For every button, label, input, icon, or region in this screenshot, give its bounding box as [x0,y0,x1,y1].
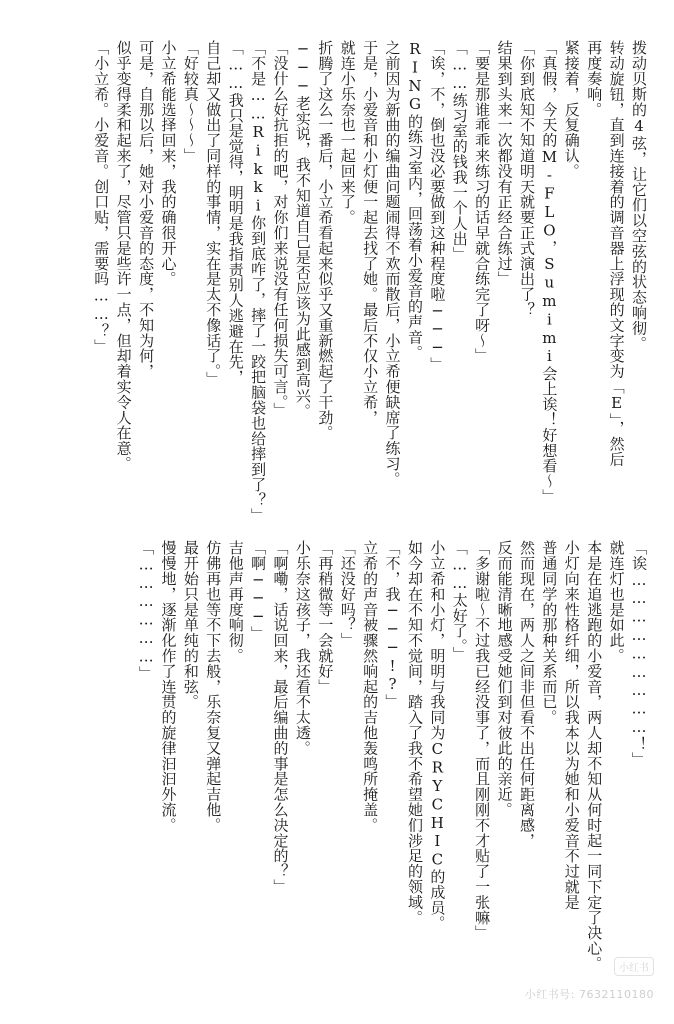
watermark [525,956,654,1002]
text-column: 折腾了这么一番后，小立希看起来似乎又重新燃起了干劲。 [316,40,335,441]
text-column: 「还没好吗？」 [338,540,357,648]
text-column: 「……太好了。」 [450,540,469,662]
text-column: 普通同学的那种关系而已。 [540,540,559,725]
text-column: 「小立希。小爱音。创口贴，需要吗……？」 [92,40,111,354]
text-column: 小灯向来性格纤细，所以我本以为她和小爱音不过就是 [562,540,581,910]
text-column: 「………………」 [137,540,156,682]
text-column: 小立希能选择回来，我的确很开心。 [159,40,178,287]
text-column: 「啊嘞，话说回来，最后编曲的事是怎么决定的？」 [271,540,290,895]
text-column: 紧接着，反复确认。 [562,40,581,179]
text-column: 吉他声再度响彻。 [226,540,245,664]
text-column: 「你到底知不知道明天就要正式演出了？ [517,40,536,318]
text-column: 「啊───」 [249,540,268,642]
text-column: 「诶………………………！」 [630,540,648,768]
text-column: 于是，小爱音和小灯便一起去找了她。最后不仅小立希， [361,40,380,425]
text-column: 小立希和小灯，明明与我同为CRYCHIC的成员。 [428,540,447,931]
text-column: 最开始只是单纯的和弦。 [181,540,200,710]
text-column: 「要是那谁乖乖来练习的话早就合练完了呀～」 [473,40,492,364]
text-column: ───老实说，我不知道自己是否应该为此感到高兴。 [293,40,312,419]
watermark-logo: 小红书 [614,957,654,976]
text-column: 「不是……Rikki你到底咋了，摔了一跤把脑袋也给摔到了？」 [249,40,268,523]
text-column: 慢慢地，逐渐化作了连贯的旋律汩汩外流。 [159,540,178,833]
text-column: 然而现在，两人之间非但看不出任何距离感， [517,540,536,848]
text-column: 「多谢啦～不过我已经没事了，而且刚刚不才贴了一张嘛」 [473,540,492,941]
text-column: 本是在追逃跑的小爱音，两人却不知从何时起一同下定了决心。 [585,540,604,972]
text-column: 似乎变得柔和起来了，尽管只是些许一点，但却着实令人在意。 [114,40,133,472]
text-column: 「……练习室的钱我一个人出」 [450,40,469,262]
watermark-id: 小红书号: 7632110180 [524,988,654,1001]
text-column: 立希的声音被骤然响起的吉他轰鸣所掩盖。 [361,540,380,833]
text-column: 自己却又做出了同样的事情，实在是太不像话了。」 [204,40,223,387]
text-column: RING的练习室内，回荡着小爱音的声音。 [405,40,424,360]
text-column: 「好较真～～～」 [181,40,200,164]
text-column: 转动旋钮，直到连接着的调音器上浮现的文字变为「E」，然后 [607,40,626,467]
text-column: 就连灯也是如此。 [607,540,626,664]
text-column: 小乐奈这孩子，我还看不太透。 [293,540,312,756]
text-column: 再度奏响。 [585,40,604,117]
text-column: 「诶，不，倒也没必要做到这种程度啦───」 [428,40,447,373]
top-text-block [40,40,650,523]
text-column: 仿佛再也等不下去般，乐奈复又弹起吉他。 [204,540,223,833]
text-column: 结果到头来一次都没有正经合练过」 [495,40,514,287]
text-column: 「……我只是觉得，明明是我指责别人逃避在先， [226,40,245,385]
text-column: 反而能清晰地感受她们到对彼此的亲近。 [495,540,514,818]
text-column: 可是，自那以后，她对小爱音的态度，不知为何， [137,40,156,379]
text-column: 如今却在不知不觉间，踏入了我不希望她们涉足的领域。 [405,540,424,925]
text-column: 就连小乐奈也一起回来了。 [338,40,357,225]
text-column: 之前因为新曲的编曲问题闹得不欢而散后，小立希便缺席了练习。 [383,40,402,487]
text-column: 「真假，今天的M‐FLO，Sumimi会上诶！好想看～」 [540,40,559,505]
text-column: 拨动贝斯的4弦，让它们以空弦的状态响彻。 [630,40,648,351]
text-column: 「没什么好抗拒的吧，对你们来说没有任何损失可言。」 [271,40,290,418]
text-column: 「再稍微等一会就好」 [316,540,335,694]
text-column: 「不，我───!?」 [383,540,402,709]
